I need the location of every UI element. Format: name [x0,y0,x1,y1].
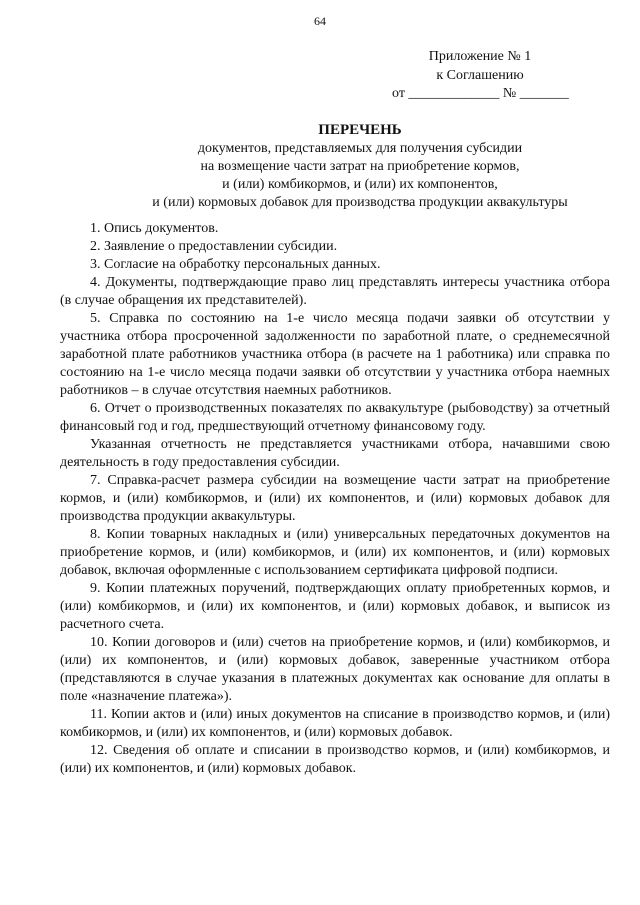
list-item: 2. Заявление о предоставлении субсидии. [90,239,338,254]
list-item: 5. Справка по состоянию на 1-е число месяца подачи заявки об отсутствии у участника отбора просроченной задолженности по заработной плате, о среднемесячной заработной плате работников участника отбора (в расчете на 1 работника) или справка по состоянию на 1-е число месяца подачи заявки об отсутствии у участника отбора наемных работников – в случае отсутствия наемных работников. [60,311,610,398]
list-item: 9. Копии платежных поручений, подтверждающих оплату приобретенных кормов, и (или) комбикормов, и (или) их компонентов, и (или) кормовых добавок, и выписок из расчетного счета. [60,581,610,632]
attachment-title: Приложение № 1 [428,49,532,64]
list-item: Указанная отчетность не представляется участниками отбора, начавшими свою деятельность в году предоставления субсидии. [60,437,610,470]
attachment-header [380,47,580,85]
title-line: на возмещение части затрат на приобретение кормов, [200,159,520,174]
list-item: 11. Копии актов и (или) иных документов на списание в производство кормов, и (или) комбикормов, и (или) их компонентов, и (или) кормовых добавок. [60,707,610,740]
attachment-agreement: к Соглашению [436,68,524,83]
title-line: и (или) кормовых добавок для производства продукции аквакультуры [152,195,568,210]
list-item: 8. Копии товарных накладных и (или) универсальных передаточных документов на приобретение кормов, и (или) комбикормов, и (или) их компонентов, и (или) кормовых добавок, включая оформленные с использованием сертификата цифровой подписи. [60,527,610,578]
title-line: документов, представляемых для получения субсидии [197,141,523,156]
page-number: 64 [314,14,326,28]
title-line: и (или) комбикормов, и (или) их компонентов, [222,177,498,192]
document-list [60,220,610,778]
document-title [90,120,630,212]
list-item: 6. Отчет о производственных показателях по аквакультуре (рыбоводству) за отчетный финансовый год и год, предшествующий отчетному финансовому году. [60,401,610,434]
list-item: 10. Копии договоров и (или) счетов на приобретение кормов, и (или) комбикормов, и (или) их компонентов, и (или) кормовых добавок, заверенные участником отбора (представляются в случае указания в платежных документах как основание для оплаты в поле «назначение платежа»). [60,635,610,704]
list-item: 4. Документы, подтверждающие право лиц представлять интересы участника отбора (в случае обращения их представителей). [60,275,610,308]
list-item: 12. Сведения об оплате и списании в производство кормов, и (или) комбикормов, и (или) их компонентов, и (или) кормовых добавок. [60,743,610,776]
list-item: 3. Согласие на обработку персональных данных. [90,257,381,272]
list-item: 7. Справка-расчет размера субсидии на возмещение части затрат на приобретение кормов, и (или) комбикормов, и (или) их компонентов, и (или) кормовых добавок для производства продукции аквакультуры. [60,473,610,524]
attachment-date-number: от _____________ № _______ [392,86,569,101]
list-item: 1. Опись документов. [90,221,219,236]
title-main: ПЕРЕЧЕНЬ [318,122,402,138]
